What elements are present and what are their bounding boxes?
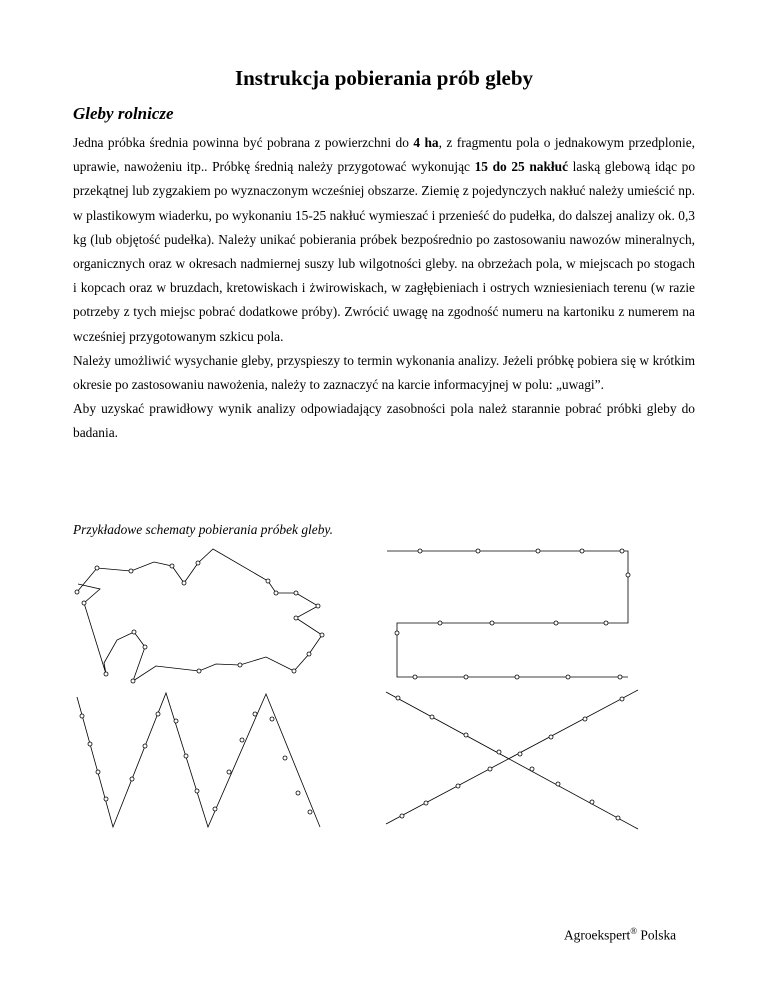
sample-point (129, 569, 133, 573)
sample-point (294, 616, 298, 620)
sample-point (316, 604, 320, 608)
sample-point (320, 633, 324, 637)
registered-mark: ® (630, 926, 638, 936)
sample-point (195, 789, 199, 793)
footer-brand (564, 926, 676, 943)
sample-point (618, 675, 622, 679)
section-heading: Gleby rolnicze (73, 104, 174, 123)
sample-point (497, 750, 501, 754)
sample-point (626, 573, 630, 577)
sample-point (80, 714, 84, 718)
sample-point (283, 756, 287, 760)
sample-point (438, 621, 442, 625)
sample-point (549, 735, 553, 739)
bold-text: 15 do 25 nakłuć (474, 159, 569, 175)
sample-point (96, 770, 100, 774)
sample-point (266, 579, 270, 583)
text-run: , z fragmentu pola o jednakowym przedplonie, uprawie, nawożeniu itp.. Próbkę średnią należy przygotować wykonując (73, 135, 695, 175)
sample-point (132, 630, 136, 634)
sample-point (156, 712, 160, 716)
sample-point (308, 810, 312, 814)
sample-point (274, 591, 278, 595)
sample-point (515, 675, 519, 679)
sample-point (170, 564, 174, 568)
sample-point (456, 784, 460, 788)
sample-point (174, 719, 178, 723)
scheme-regular-zigzag (77, 693, 320, 827)
sample-point (583, 717, 587, 721)
sample-point (253, 712, 257, 716)
sample-point (307, 652, 311, 656)
text-run: Należy umożliwić wysychanie gleby, przyspieszy to termin wykonania analizy. Jeżeli próbkę pobiera się w krótkim okresie po zastosowaniu nawożenia, należy to zaznaczyć na karcie informacyjnej w polu: „uwagi”. (73, 352, 695, 393)
bold-text: 4 ha (413, 135, 439, 150)
sample-point (197, 669, 201, 673)
sample-point (238, 663, 242, 667)
sample-point (488, 767, 492, 771)
sample-point (518, 752, 522, 756)
sample-point (620, 697, 624, 701)
sample-point (75, 590, 79, 594)
sample-point (464, 733, 468, 737)
scheme-w-path (77, 693, 320, 827)
scheme-irregular-zigzag (75, 549, 324, 683)
text-run: Aby uzyskać prawidłowy wynik analizy odpowiadający zasobności pola należ starannie pobrać próbki gleby do badania. (73, 401, 695, 441)
sample-point (590, 800, 594, 804)
sample-point (130, 777, 134, 781)
sample-point (294, 591, 298, 595)
sample-point (580, 549, 584, 553)
sample-point (616, 816, 620, 820)
sample-point (270, 717, 274, 721)
sample-point (143, 744, 147, 748)
sample-point (213, 807, 217, 811)
scheme-serpentine (387, 549, 630, 679)
sample-point (227, 770, 231, 774)
sample-point (184, 754, 188, 758)
sample-point (104, 672, 108, 676)
scheme-serpentine-path (387, 551, 628, 677)
text-run: Jedna próbka średnia powinna być pobrana z powierzchni do (73, 135, 414, 150)
brand-suffix: Polska (637, 927, 677, 943)
sample-point (196, 561, 200, 565)
brand-name: Agroekspert (564, 927, 631, 943)
sample-point (620, 549, 624, 553)
sample-point (104, 797, 108, 801)
sample-point (182, 581, 186, 585)
sample-point (536, 549, 540, 553)
sample-point (424, 801, 428, 805)
sample-point (556, 782, 560, 786)
sample-point (395, 631, 399, 635)
sample-point (604, 621, 608, 625)
sample-point (413, 675, 417, 679)
page-title: Instrukcja pobierania prób gleby (234, 66, 534, 90)
sample-point (464, 675, 468, 679)
sample-point (396, 696, 400, 700)
sample-point (530, 767, 534, 771)
schemes-caption: Przykładowe schematy pobierania próbek gleby. (73, 522, 333, 537)
scheme-irregular-path (77, 549, 322, 681)
sample-point (418, 549, 422, 553)
scheme-diagonals (386, 690, 638, 829)
sample-point (95, 566, 99, 570)
sample-point (143, 645, 147, 649)
sample-point (476, 549, 480, 553)
sample-point (296, 791, 300, 795)
sample-point (554, 621, 558, 625)
sample-point (490, 621, 494, 625)
sample-point (430, 715, 434, 719)
scheme-diagonal-1 (386, 692, 638, 829)
text-run: laską glebową idąc po przekątnej lub zygzakiem po wyznaczonym wcześniej obszarze. Ziemię z pojedynczych nakłuć należy umieścić np. w plastikowym wiaderku, po wykonaniu 15-25 nakłuć wymieszać i przenieść do pudełka, do dalszej analizy ok. 0,3 kg (lub objętość pudełka). Należy unikać pobierania próbek bezpośrednio po zastosowaniu nawozów mineralnych, organicznych oraz w okresach nadmiernej suszy lub wilgotności gleby. na obrzeżach pola, w miejscach po stogach i kopcach oraz w bruzdach, kretowiskach i żwirowiskach, w zagłębieniach i ostrych wzniesieniach terenu (w razie potrzeby z tych miejsc pobrać dodatkowe próby). Zwrócić uwagę na zgodność numeru na kartoniku z numerem na wcześniej przygotowanym szkicu pola. (73, 159, 696, 344)
sample-point (240, 738, 244, 742)
sample-point (82, 601, 86, 605)
sample-point (88, 742, 92, 746)
sample-point (400, 814, 404, 818)
sample-point (292, 669, 296, 673)
sample-point (131, 679, 135, 683)
sample-point (566, 675, 570, 679)
